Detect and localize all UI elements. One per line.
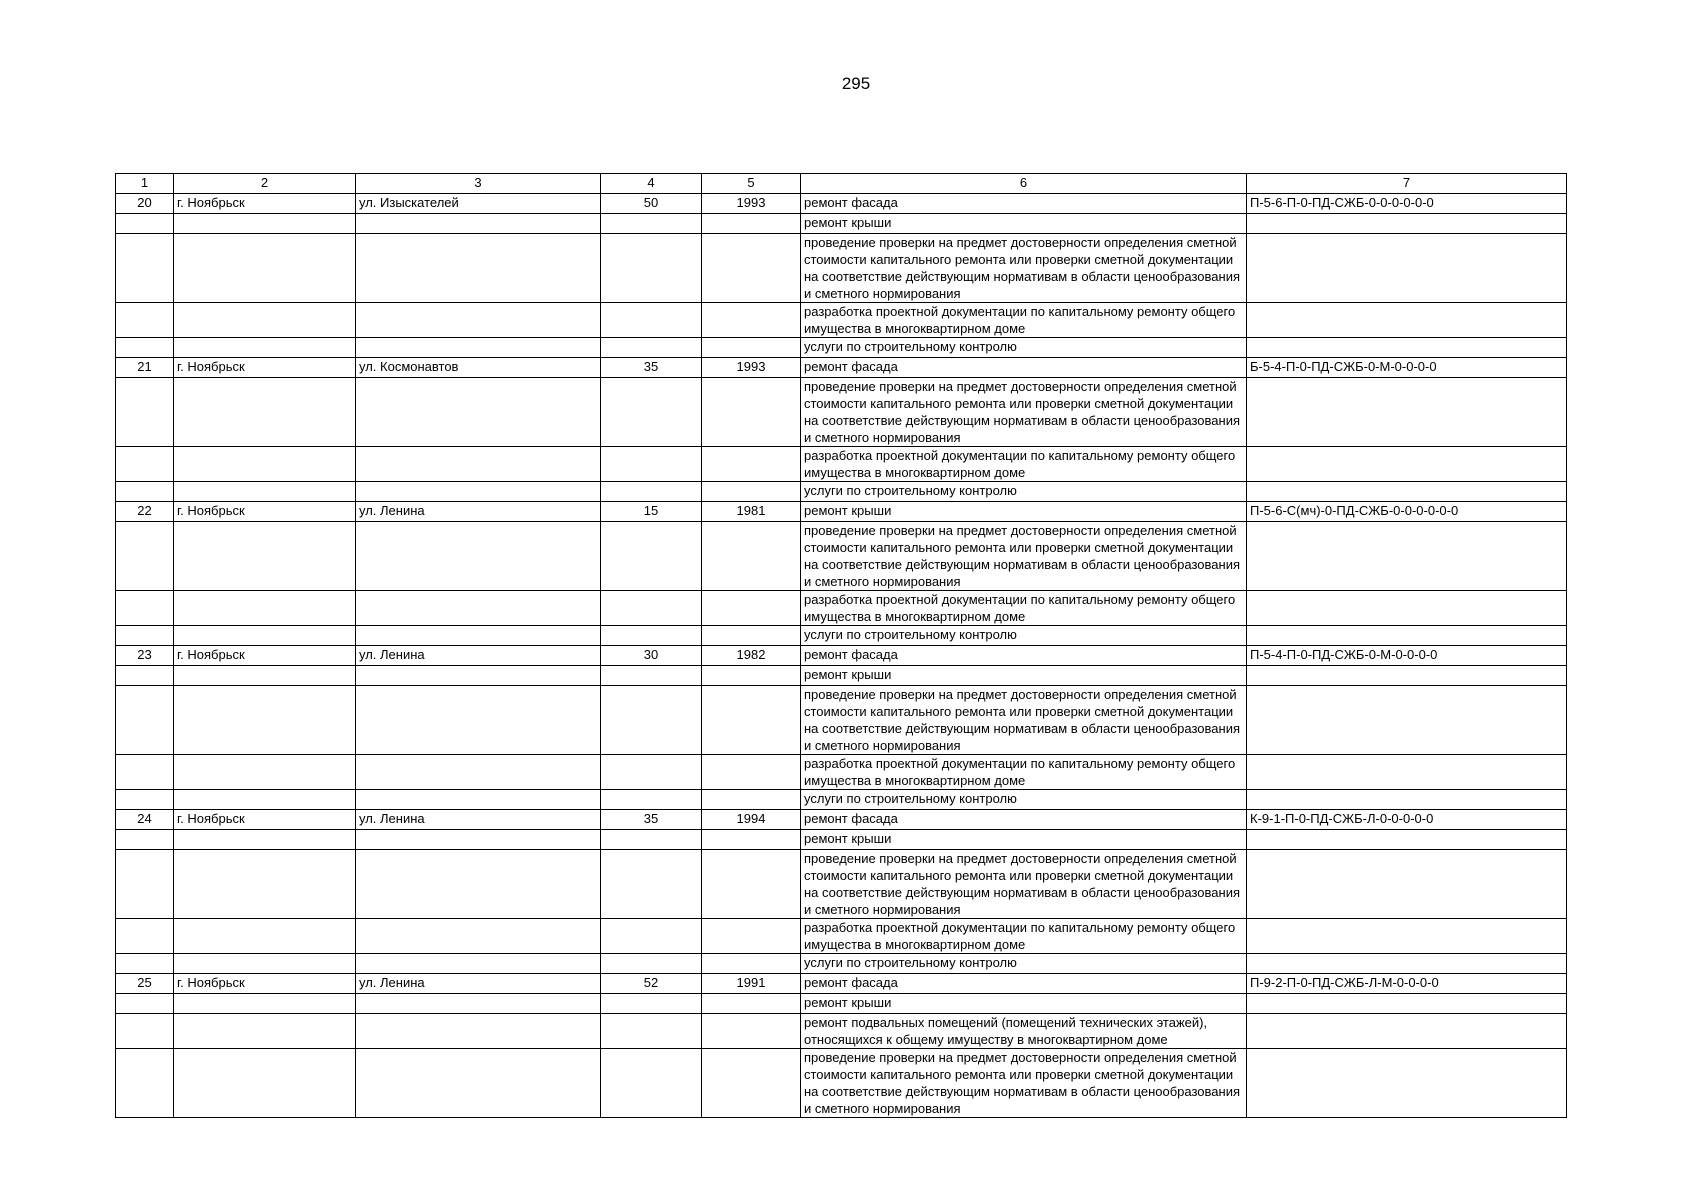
table-row bbox=[116, 666, 1567, 686]
cell-number: 22 bbox=[116, 502, 174, 522]
cell-year bbox=[702, 755, 801, 790]
cell-code bbox=[1247, 234, 1567, 303]
cell-city: г. Ноябрьск bbox=[174, 974, 356, 994]
cell-number bbox=[116, 482, 174, 502]
cell-year bbox=[702, 303, 801, 338]
cell-year bbox=[702, 482, 801, 502]
cell-code bbox=[1247, 686, 1567, 755]
cell-city bbox=[174, 1014, 356, 1049]
cell-code bbox=[1247, 919, 1567, 954]
cell-work-type: ремонт крыши bbox=[801, 666, 1247, 686]
cell-year: 1994 bbox=[702, 810, 801, 830]
cell-city: г. Ноябрьск bbox=[174, 646, 356, 666]
cell-code: П-5-6-П-0-ПД-СЖБ-0-0-0-0-0-0 bbox=[1247, 194, 1567, 214]
cell-year: 1981 bbox=[702, 502, 801, 522]
cell-code: Б-5-4-П-0-ПД-СЖБ-0-М-0-0-0-0 bbox=[1247, 358, 1567, 378]
table-row bbox=[116, 1014, 1567, 1049]
cell-city bbox=[174, 626, 356, 646]
cell-city bbox=[174, 686, 356, 755]
cell-number bbox=[116, 1049, 174, 1118]
cell-house bbox=[601, 755, 702, 790]
table-row bbox=[116, 626, 1567, 646]
cell-year: 1982 bbox=[702, 646, 801, 666]
cell-house bbox=[601, 790, 702, 810]
cell-number bbox=[116, 850, 174, 919]
table-row bbox=[116, 646, 1567, 666]
cell-number: 20 bbox=[116, 194, 174, 214]
table-row bbox=[116, 591, 1567, 626]
cell-house: 52 bbox=[601, 974, 702, 994]
cell-street bbox=[356, 954, 601, 974]
table-row bbox=[116, 303, 1567, 338]
table-row bbox=[116, 502, 1567, 522]
cell-house: 15 bbox=[601, 502, 702, 522]
cell-year bbox=[702, 790, 801, 810]
cell-year bbox=[702, 522, 801, 591]
cell-code bbox=[1247, 850, 1567, 919]
cell-house: 50 bbox=[601, 194, 702, 214]
cell-code bbox=[1247, 666, 1567, 686]
cell-year bbox=[702, 1014, 801, 1049]
cell-street: ул. Ленина bbox=[356, 502, 601, 522]
cell-code bbox=[1247, 522, 1567, 591]
table-row bbox=[116, 522, 1567, 591]
cell-code bbox=[1247, 214, 1567, 234]
cell-city: г. Ноябрьск bbox=[174, 810, 356, 830]
cell-house bbox=[601, 482, 702, 502]
cell-year bbox=[702, 214, 801, 234]
cell-street bbox=[356, 626, 601, 646]
cell-house bbox=[601, 1049, 702, 1118]
cell-work-type: услуги по строительному контролю bbox=[801, 338, 1247, 358]
cell-code bbox=[1247, 303, 1567, 338]
cell-city bbox=[174, 666, 356, 686]
table-row bbox=[116, 447, 1567, 482]
cell-code: П-9-2-П-0-ПД-СЖБ-Л-М-0-0-0-0 bbox=[1247, 974, 1567, 994]
cell-street: ул. Ленина bbox=[356, 974, 601, 994]
cell-street: ул. Ленина bbox=[356, 810, 601, 830]
cell-code bbox=[1247, 994, 1567, 1014]
cell-work-type: услуги по строительному контролю bbox=[801, 954, 1247, 974]
cell-city bbox=[174, 303, 356, 338]
cell-street bbox=[356, 994, 601, 1014]
cell-street: ул. Космонавтов bbox=[356, 358, 601, 378]
cell-year bbox=[702, 994, 801, 1014]
cell-street: ул. Изыскателей bbox=[356, 194, 601, 214]
cell-house bbox=[601, 591, 702, 626]
cell-code bbox=[1247, 378, 1567, 447]
cell-year bbox=[702, 447, 801, 482]
cell-street bbox=[356, 1014, 601, 1049]
cell-number bbox=[116, 790, 174, 810]
cell-work-type: проведение проверки на предмет достоверности определения сметной стоимости капитального ремонта или проверки сметной документации на соответствие действующим нормативам в области ценообразования и сметного нормирования bbox=[801, 234, 1247, 303]
cell-work-type: разработка проектной документации по капитальному ремонту общего имущества в многоквартирном доме bbox=[801, 447, 1247, 482]
cell-city bbox=[174, 591, 356, 626]
column-header: 7 bbox=[1247, 174, 1567, 194]
cell-work-type: услуги по строительному контролю bbox=[801, 482, 1247, 502]
cell-house bbox=[601, 626, 702, 646]
cell-house bbox=[601, 1014, 702, 1049]
cell-year bbox=[702, 954, 801, 974]
cell-house bbox=[601, 378, 702, 447]
cell-work-type: ремонт крыши bbox=[801, 830, 1247, 850]
cell-work-type: проведение проверки на предмет достоверности определения сметной стоимости капитального ремонта или проверки сметной документации на соответствие действующим нормативам в области ценообразования и сметного нормирования bbox=[801, 1049, 1247, 1118]
cell-work-type: проведение проверки на предмет достоверности определения сметной стоимости капитального ремонта или проверки сметной документации на соответствие действующим нормативам в области ценообразования и сметного нормирования bbox=[801, 686, 1247, 755]
cell-work-type: разработка проектной документации по капитальному ремонту общего имущества в многоквартирном доме bbox=[801, 591, 1247, 626]
cell-work-type: разработка проектной документации по капитальному ремонту общего имущества в многоквартирном доме bbox=[801, 755, 1247, 790]
cell-number bbox=[116, 591, 174, 626]
table-header-row bbox=[116, 174, 1567, 194]
cell-work-type: ремонт крыши bbox=[801, 214, 1247, 234]
column-header: 4 bbox=[601, 174, 702, 194]
cell-street bbox=[356, 666, 601, 686]
cell-street bbox=[356, 338, 601, 358]
cell-city: г. Ноябрьск bbox=[174, 194, 356, 214]
cell-house bbox=[601, 666, 702, 686]
cell-year bbox=[702, 234, 801, 303]
cell-work-type: проведение проверки на предмет достоверности определения сметной стоимости капитального ремонта или проверки сметной документации на соответствие действующим нормативам в области ценообразования и сметного нормирования bbox=[801, 522, 1247, 591]
cell-number bbox=[116, 378, 174, 447]
table-row bbox=[116, 482, 1567, 502]
cell-street bbox=[356, 686, 601, 755]
table-row bbox=[116, 194, 1567, 214]
cell-work-type: ремонт фасада bbox=[801, 810, 1247, 830]
cell-year bbox=[702, 830, 801, 850]
cell-street bbox=[356, 234, 601, 303]
table-row bbox=[116, 378, 1567, 447]
table-row bbox=[116, 994, 1567, 1014]
cell-year bbox=[702, 1049, 801, 1118]
cell-work-type: услуги по строительному контролю bbox=[801, 790, 1247, 810]
cell-number bbox=[116, 994, 174, 1014]
cell-number: 21 bbox=[116, 358, 174, 378]
cell-city bbox=[174, 214, 356, 234]
column-header: 3 bbox=[356, 174, 601, 194]
cell-street bbox=[356, 919, 601, 954]
cell-work-type: ремонт крыши bbox=[801, 502, 1247, 522]
cell-number bbox=[116, 522, 174, 591]
cell-code bbox=[1247, 1049, 1567, 1118]
cell-code bbox=[1247, 755, 1567, 790]
cell-house: 35 bbox=[601, 810, 702, 830]
cell-house bbox=[601, 214, 702, 234]
cell-city bbox=[174, 755, 356, 790]
cell-number bbox=[116, 234, 174, 303]
cell-street bbox=[356, 850, 601, 919]
column-header: 6 bbox=[801, 174, 1247, 194]
cell-code bbox=[1247, 626, 1567, 646]
cell-house bbox=[601, 994, 702, 1014]
cell-number: 24 bbox=[116, 810, 174, 830]
cell-street bbox=[356, 591, 601, 626]
cell-city bbox=[174, 338, 356, 358]
cell-work-type: проведение проверки на предмет достоверности определения сметной стоимости капитального ремонта или проверки сметной документации на соответствие действующим нормативам в области ценообразования и сметного нормирования bbox=[801, 850, 1247, 919]
table-row bbox=[116, 954, 1567, 974]
cell-house bbox=[601, 338, 702, 358]
cell-street bbox=[356, 755, 601, 790]
cell-year: 1993 bbox=[702, 358, 801, 378]
cell-street bbox=[356, 447, 601, 482]
cell-code bbox=[1247, 447, 1567, 482]
cell-city bbox=[174, 830, 356, 850]
cell-number: 23 bbox=[116, 646, 174, 666]
cell-city bbox=[174, 954, 356, 974]
cell-number bbox=[116, 666, 174, 686]
cell-street: ул. Ленина bbox=[356, 646, 601, 666]
table-row bbox=[116, 1049, 1567, 1118]
cell-number bbox=[116, 214, 174, 234]
cell-city bbox=[174, 850, 356, 919]
table-row bbox=[116, 919, 1567, 954]
cell-work-type: разработка проектной документации по капитальному ремонту общего имущества в многоквартирном доме bbox=[801, 919, 1247, 954]
cell-city bbox=[174, 994, 356, 1014]
cell-year bbox=[702, 686, 801, 755]
cell-work-type: услуги по строительному контролю bbox=[801, 626, 1247, 646]
cell-city: г. Ноябрьск bbox=[174, 502, 356, 522]
cell-number bbox=[116, 686, 174, 755]
cell-number bbox=[116, 303, 174, 338]
cell-code bbox=[1247, 591, 1567, 626]
cell-code bbox=[1247, 830, 1567, 850]
cell-year: 1993 bbox=[702, 194, 801, 214]
cell-number bbox=[116, 954, 174, 974]
cell-code bbox=[1247, 1014, 1567, 1049]
cell-code bbox=[1247, 338, 1567, 358]
cell-house: 30 bbox=[601, 646, 702, 666]
cell-city bbox=[174, 919, 356, 954]
cell-house bbox=[601, 686, 702, 755]
cell-number bbox=[116, 626, 174, 646]
cell-work-type: проведение проверки на предмет достоверности определения сметной стоимости капитального ремонта или проверки сметной документации на соответствие действующим нормативам в области ценообразования и сметного нормирования bbox=[801, 378, 1247, 447]
cell-street bbox=[356, 790, 601, 810]
cell-work-type: ремонт фасада bbox=[801, 974, 1247, 994]
cell-city bbox=[174, 522, 356, 591]
cell-number bbox=[116, 830, 174, 850]
cell-street bbox=[356, 378, 601, 447]
cell-house bbox=[601, 954, 702, 974]
cell-street bbox=[356, 830, 601, 850]
table-row bbox=[116, 755, 1567, 790]
cell-number bbox=[116, 919, 174, 954]
cell-street bbox=[356, 303, 601, 338]
cell-code: К-9-1-П-0-ПД-СЖБ-Л-0-0-0-0-0 bbox=[1247, 810, 1567, 830]
cell-year bbox=[702, 850, 801, 919]
cell-house bbox=[601, 303, 702, 338]
column-header: 5 bbox=[702, 174, 801, 194]
cell-house bbox=[601, 850, 702, 919]
cell-city bbox=[174, 1049, 356, 1118]
cell-year bbox=[702, 338, 801, 358]
cell-number bbox=[116, 1014, 174, 1049]
cell-number bbox=[116, 338, 174, 358]
column-header: 1 bbox=[116, 174, 174, 194]
cell-work-type: ремонт фасада bbox=[801, 194, 1247, 214]
cell-city bbox=[174, 234, 356, 303]
table-row bbox=[116, 338, 1567, 358]
cell-street bbox=[356, 522, 601, 591]
cell-house bbox=[601, 522, 702, 591]
page-number: 295 bbox=[841, 74, 871, 93]
cell-house: 35 bbox=[601, 358, 702, 378]
cell-city bbox=[174, 482, 356, 502]
cell-work-type: ремонт подвальных помещений (помещений технических этажей), относящихся к общему имуществу в многоквартирном доме bbox=[801, 1014, 1247, 1049]
cell-code: П-5-4-П-0-ПД-СЖБ-0-М-0-0-0-0 bbox=[1247, 646, 1567, 666]
cell-street bbox=[356, 1049, 601, 1118]
cell-house bbox=[601, 447, 702, 482]
cell-number: 25 bbox=[116, 974, 174, 994]
cell-house bbox=[601, 830, 702, 850]
cell-number bbox=[116, 755, 174, 790]
cell-code: П-5-6-С(мч)-0-ПД-СЖБ-0-0-0-0-0-0 bbox=[1247, 502, 1567, 522]
table-row bbox=[116, 214, 1567, 234]
cell-number bbox=[116, 447, 174, 482]
cell-code bbox=[1247, 790, 1567, 810]
cell-work-type: ремонт фасада bbox=[801, 646, 1247, 666]
repair-program-table bbox=[115, 173, 1567, 1118]
cell-city: г. Ноябрьск bbox=[174, 358, 356, 378]
cell-work-type: ремонт фасада bbox=[801, 358, 1247, 378]
cell-street bbox=[356, 214, 601, 234]
cell-year bbox=[702, 666, 801, 686]
table-row bbox=[116, 850, 1567, 919]
cell-year bbox=[702, 591, 801, 626]
cell-code bbox=[1247, 954, 1567, 974]
cell-year bbox=[702, 378, 801, 447]
cell-year bbox=[702, 919, 801, 954]
table-row bbox=[116, 790, 1567, 810]
cell-work-type: разработка проектной документации по капитальному ремонту общего имущества в многоквартирном доме bbox=[801, 303, 1247, 338]
table-row bbox=[116, 974, 1567, 994]
table-row bbox=[116, 810, 1567, 830]
table-row bbox=[116, 686, 1567, 755]
cell-house bbox=[601, 919, 702, 954]
cell-city bbox=[174, 378, 356, 447]
table-row bbox=[116, 830, 1567, 850]
cell-year bbox=[702, 626, 801, 646]
cell-work-type: ремонт крыши bbox=[801, 994, 1247, 1014]
cell-code bbox=[1247, 482, 1567, 502]
cell-city bbox=[174, 447, 356, 482]
cell-year: 1991 bbox=[702, 974, 801, 994]
cell-city bbox=[174, 790, 356, 810]
table-row bbox=[116, 358, 1567, 378]
table-row bbox=[116, 234, 1567, 303]
column-header: 2 bbox=[174, 174, 356, 194]
cell-house bbox=[601, 234, 702, 303]
cell-street bbox=[356, 482, 601, 502]
